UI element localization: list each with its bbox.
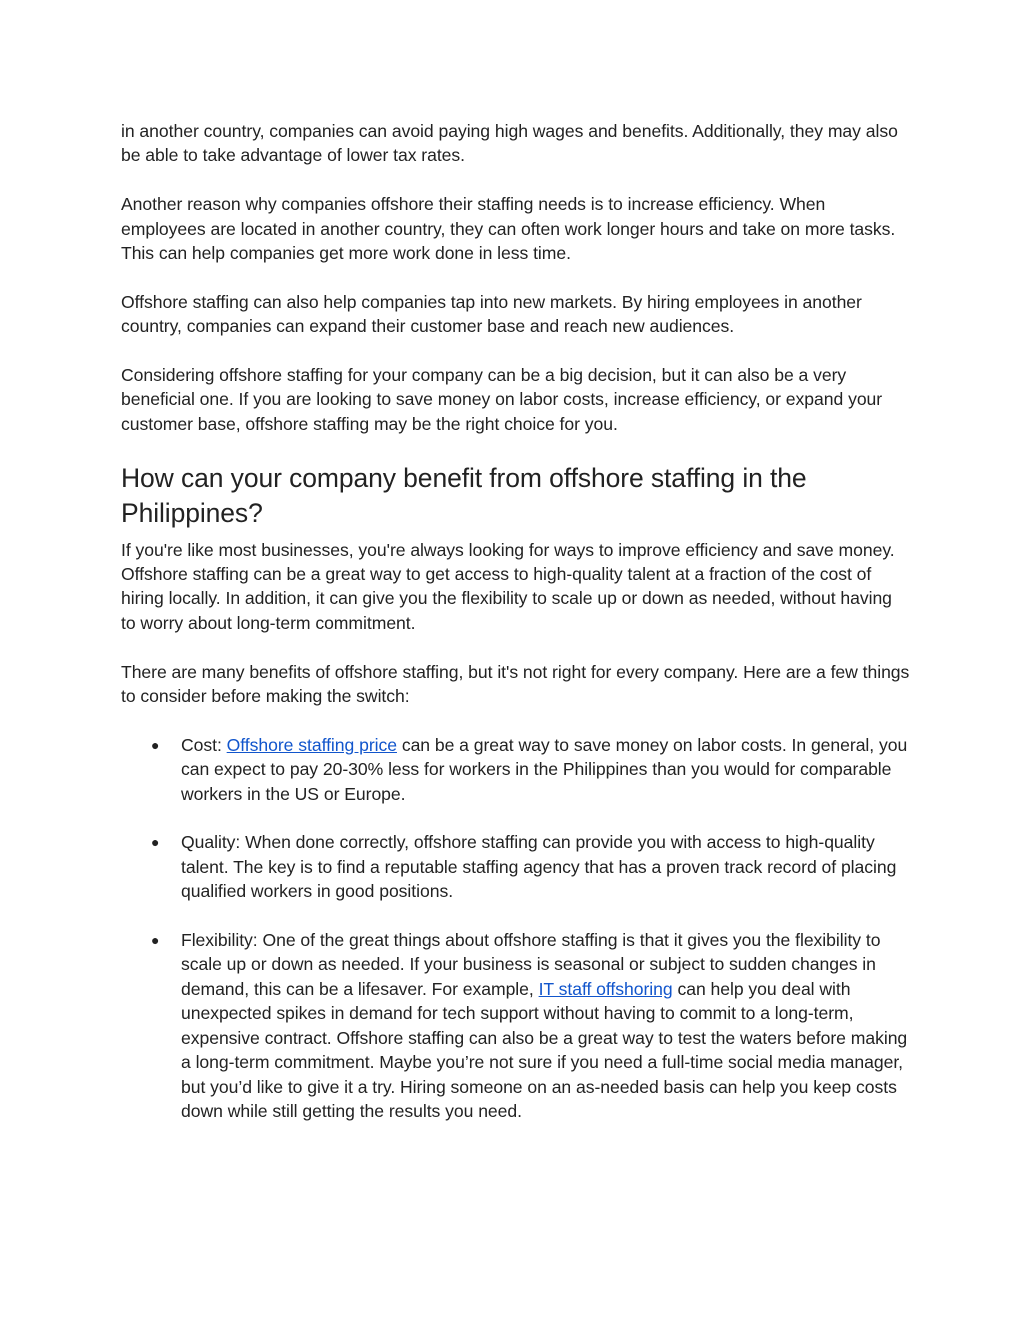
section-heading: How can your company benefit from offshore staffing in the Philippines? [121,462,807,529]
it-staff-offshoring-link[interactable]: IT staff offshoring [538,978,673,999]
flexibility-text-after: can help you deal with unexpected spikes in demand for tech support without having to commit to a long-term, expensive contract. Offshore staffing can also be a great way to test the waters before making a long-term commitment. Maybe you’re not sure if you need a full-time social media manager, but you’d like to give it a try. Hiring someone on an as-needed basis can help you keep costs down while still getting the results you need. [181,978,908,1121]
bullet-icon: ● [151,932,160,949]
list-item-flexibility [121,928,911,1123]
list-item-cost [121,733,911,806]
flexibility-text-before: Flexibility: One of the great things about offshore staffing is that it gives you the flexibility to scale up or down as needed. If your business is seasonal or subject to sudden changes in demand, this can be a lifesaver. For example, [181,930,881,999]
paragraph-intro: If you're like most businesses, you're always looking for ways to improve efficiency and save money. Offshore staffing can be a great way to get access to high-quality talent at a fraction of the cost of hiring locally. In addition, it can give you the flexibility to scale up or down as needed, without having to worry about long-term commitment. [121,539,895,633]
quality-text: Quality: When done correctly, offshore staffing can provide you with access to high-quality talent. The key is to find a reputable staffing agency that has a proven track record of placing qualified workers in good positions. [181,832,897,902]
cost-text-after: can be a great way to save money on labor costs. In general, you can expect to pay 20-30% less for workers in the Philippines than you would for comparable workers in the US or Europe. [181,734,908,804]
document-page [121,119,911,1148]
bullet-icon: ● [151,834,160,851]
paragraph-1: in another country, companies can avoid paying high wages and benefits. Additionally, they may also be able to take advantage of lower tax rates. [121,121,898,166]
paragraph-efficiency: Another reason why companies offshore their staffing needs is to increase efficiency. When employees are located in another country, they can often work longer hours and take on more tasks. This can help companies get more work done in less time. [121,194,896,264]
list-item-quality [121,830,911,903]
bullet-icon: ● [151,736,160,753]
offshore-staffing-price-link[interactable]: Offshore staffing price [226,734,397,755]
cost-text-before: Cost: [181,734,227,755]
paragraph-benefits: There are many benefits of offshore staffing, but it's not right for every company. Here are a few things to consider before making the switch: [121,661,910,707]
paragraph-new-markets: Offshore staffing can also help companies tap into new markets. By hiring employees in another country, companies can expand their customer base and reach new audiences. [121,291,862,337]
paragraph-considering: Considering offshore staffing for your company can be a big decision, but it can also be a very beneficial one. If you are looking to save money on labor costs, increase efficiency, or expand your customer base, offshore staffing may be the right choice for you. [121,365,883,434]
benefits-list [121,733,911,1123]
